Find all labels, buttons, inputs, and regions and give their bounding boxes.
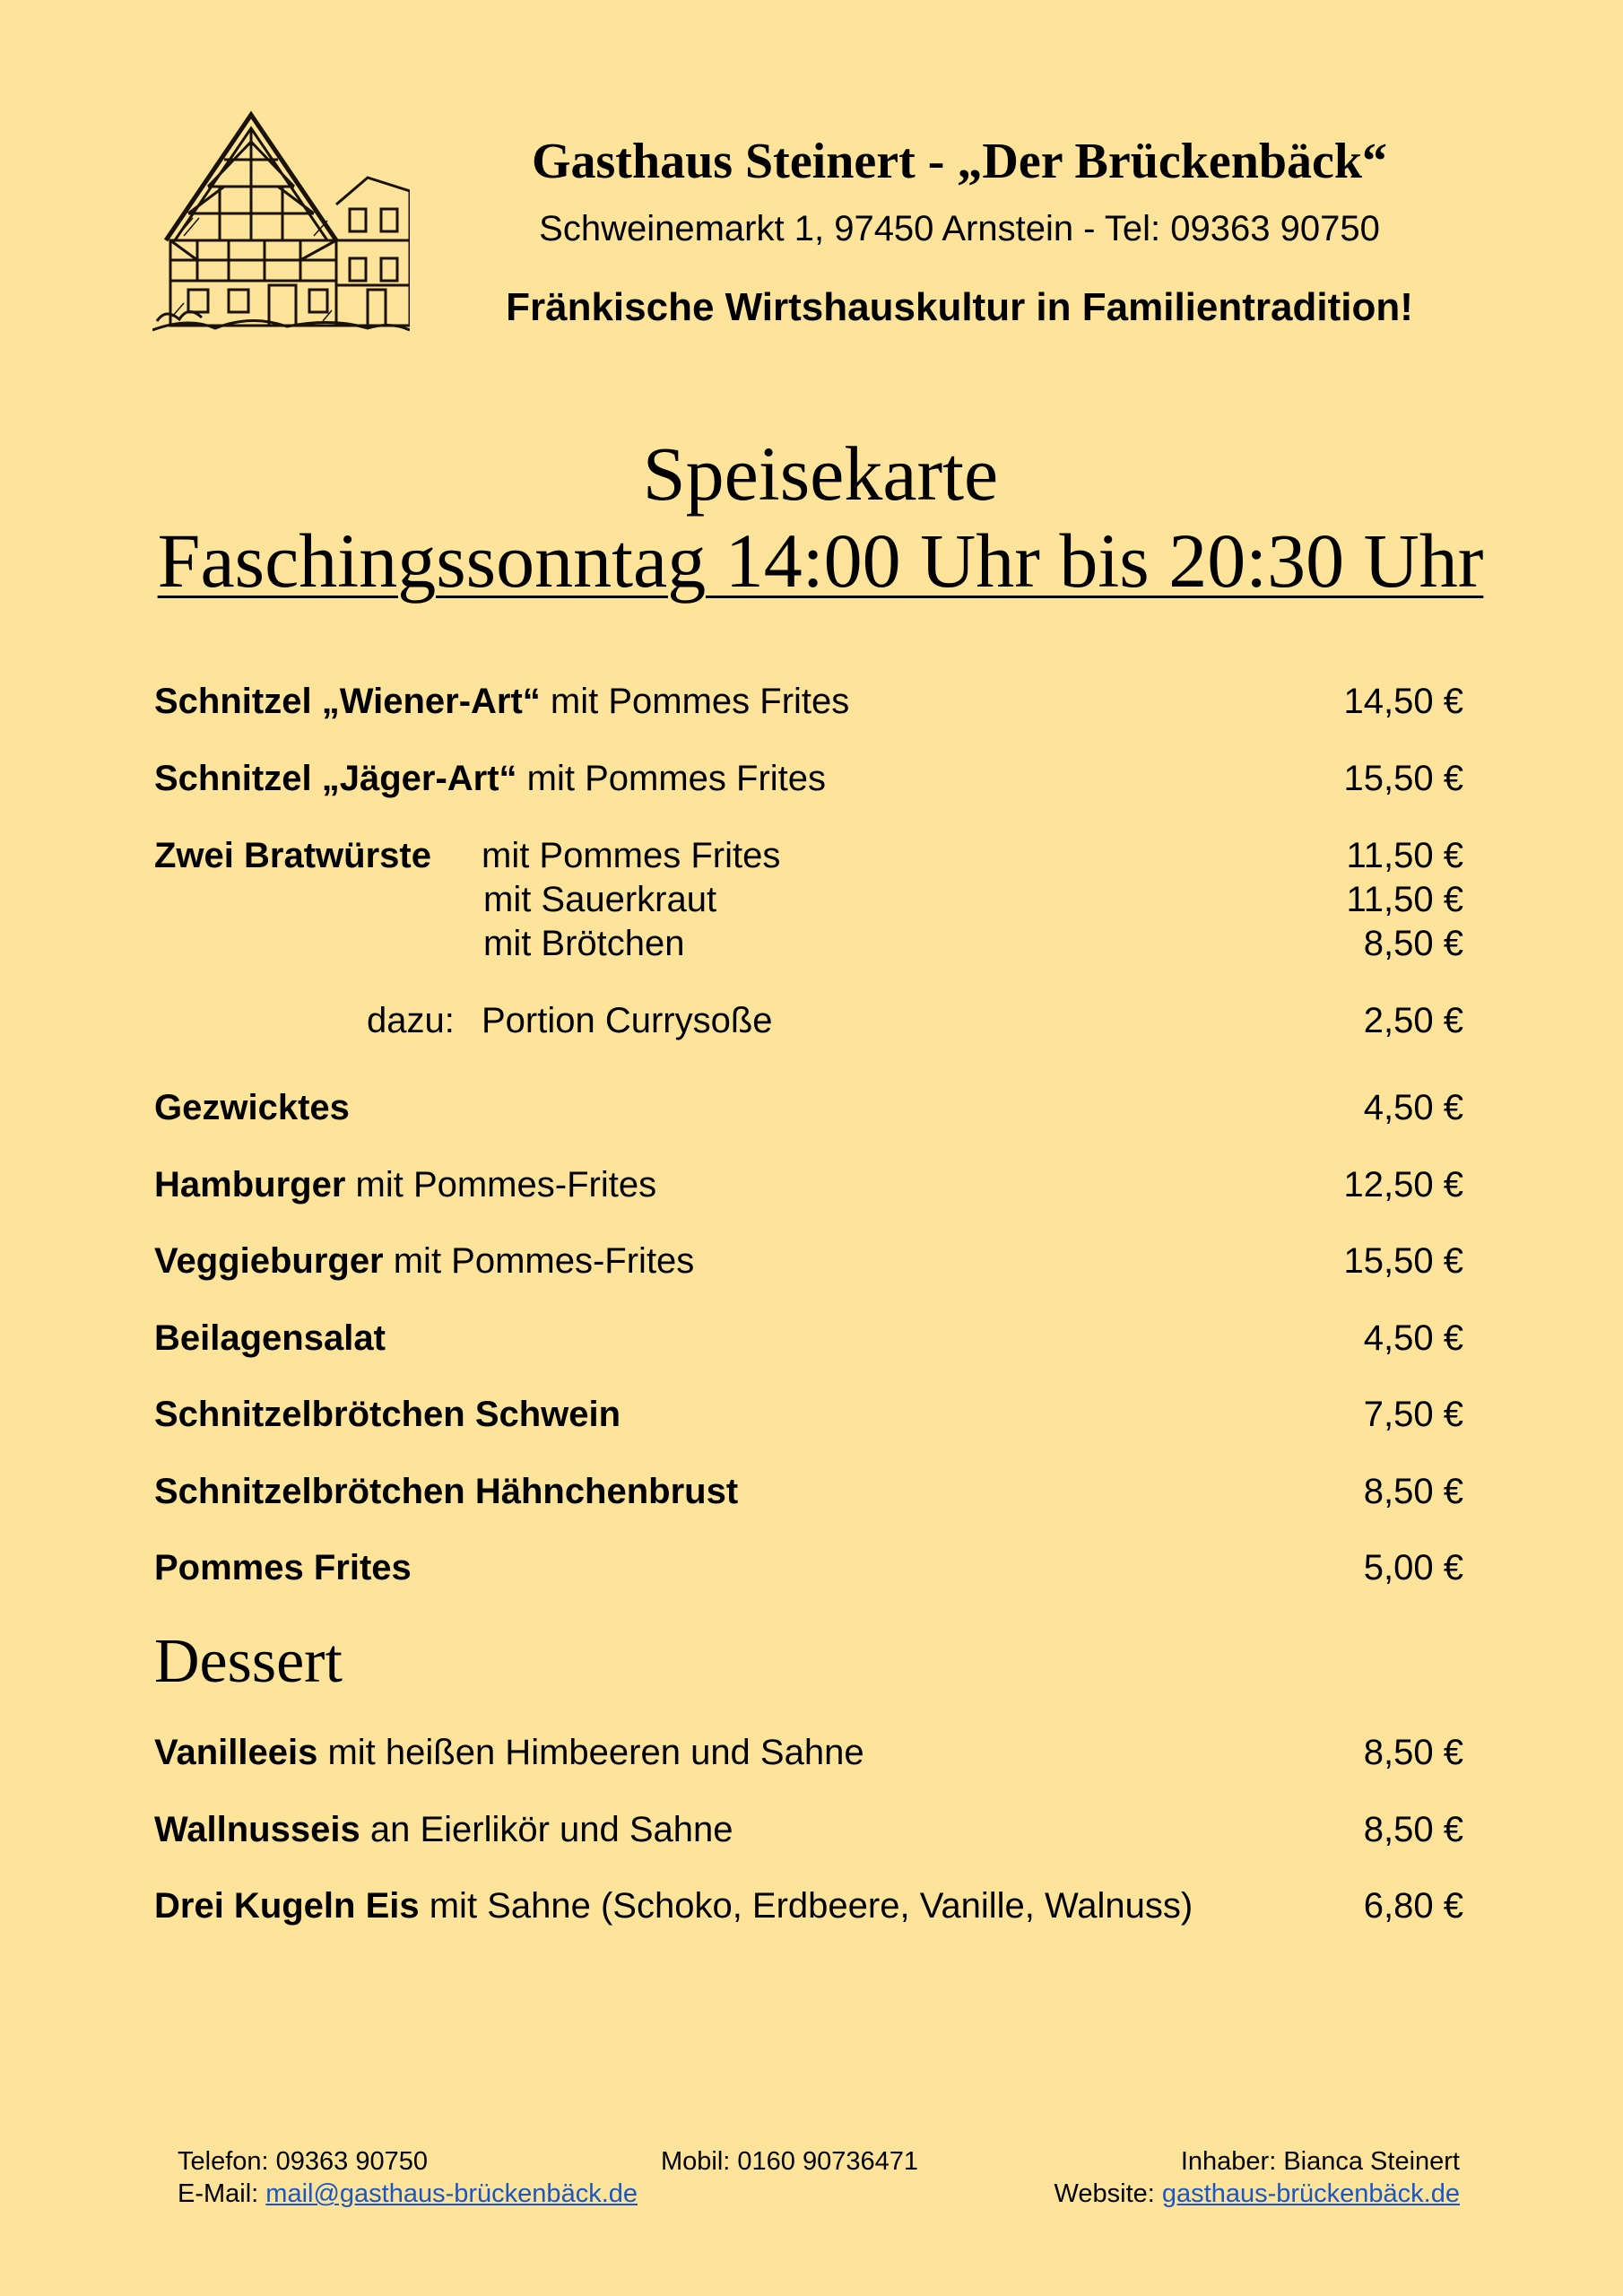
footer-email [178,2178,638,2210]
menu-item-price: 15,50 € [1343,759,1463,798]
menu-item-option: mit Pommes Frites [482,836,781,875]
restaurant-address: Schweinemarkt 1, 97450 Arnstein - Tel: 09363 90750 [539,209,1380,248]
menu-item-jaeger [154,753,1463,804]
menu-item-name: Schnitzel „Jäger-Art“ mit Pommes Frites [154,759,827,798]
dessert-item-wallnusseis [154,1805,1463,1855]
dessert-heading: Dessert [154,1627,343,1696]
footer-mobil: Mobil: 0160 90736471 [661,2147,919,2176]
menu-item-name: Zwei Bratwürste [154,836,431,875]
menu-item-schnitzelbroetchen-haehnchen [154,1466,1463,1517]
menu-item-price: 11,50 € [1346,836,1463,875]
menu-subtitle-text: Faschingssonntag 14:00 Uhr bis 20:30 Uhr [157,517,1484,604]
menu-item-name: Portion Currysoße [482,1001,773,1040]
menu-item-name: Vanilleeis mit heißen Himbeeren und Sahne [154,1733,864,1772]
menu-item-beilagensalat [154,1313,1463,1363]
menu-item-name: Hamburger mit Pommes-Frites [154,1165,657,1205]
menu-item-bratwurst-sauerkraut [154,874,1463,925]
dessert-item-drei-kugeln [154,1881,1463,1931]
menu-item-name: Schnitzel „Wiener-Art“ mit Pommes Frites [154,682,850,721]
footer-telefon: Telefon: 09363 90750 [178,2147,428,2176]
menu-item-bratwurst-broetchen [154,918,1463,969]
menu-item-hamburger [154,1160,1463,1210]
menu-item-price: 5,00 € [1363,1548,1463,1587]
menu-item-name: Schnitzelbrötchen Hähnchenbrust [154,1472,739,1511]
menu-item-price: 7,50 € [1363,1395,1463,1434]
menu-item-name: Pommes Frites [154,1548,412,1587]
house-logo-icon [152,106,410,339]
menu-item-price: 6,80 € [1363,1886,1463,1926]
menu-item-price: 8,50 € [1363,924,1463,963]
menu-item-price: 8,50 € [1363,1733,1463,1772]
menu-item-price: 12,50 € [1343,1165,1463,1205]
email-link[interactable]: mail@gasthaus-brückenbäck.de [265,2179,638,2208]
menu-item-name: Schnitzelbrötchen Schwein [154,1395,621,1434]
footer-email-label: E-Mail: [178,2179,266,2208]
menu-item-pommes-frites [154,1543,1463,1593]
menu-item-price: 14,50 € [1343,682,1463,721]
menu-title: Speisekarte [642,430,999,517]
website-link[interactable]: gasthaus-brückenbäck.de [1161,2179,1460,2208]
menu-subtitle [0,516,1623,605]
menu-item-veggieburger [154,1236,1463,1286]
footer-website [1055,2178,1460,2210]
menu-item-prefix: dazu: [367,1001,455,1040]
menu-item-price: 4,50 € [1363,1318,1463,1358]
menu-item-price: 4,50 € [1363,1088,1463,1127]
restaurant-slogan: Fränkische Wirtshauskultur in Familientradition! [506,285,1413,329]
footer-inhaber: Inhaber: Bianca Steinert [1180,2147,1460,2176]
menu-item-option: mit Sauerkraut [483,880,717,919]
restaurant-name: Gasthaus Steinert - „Der Brückenbäck“ [531,134,1388,189]
menu-item-wiener [154,676,1463,726]
menu-item-name: Veggieburger mit Pommes-Frites [154,1241,695,1281]
menu-item-price: 8,50 € [1363,1810,1463,1849]
menu-item-name: Gezwicktes [154,1088,350,1127]
menu-item-bratwurst-pommes [154,831,1463,881]
menu-item-option: mit Brötchen [483,924,685,963]
menu-item-price: 2,50 € [1363,1001,1463,1040]
menu-item-gezwicktes [154,1083,1463,1133]
menu-item-price: 11,50 € [1346,880,1463,919]
menu-item-currysosse [154,996,1463,1046]
dessert-item-vanilleeis [154,1727,1463,1778]
menu-item-name: Beilagensalat [154,1318,386,1358]
menu-item-name: Wallnusseis an Eierlikör und Sahne [154,1810,733,1849]
menu-item-name: Drei Kugeln Eis mit Sahne (Schoko, Erdbeere, Vanille, Walnuss) [154,1886,1193,1926]
menu-item-price: 8,50 € [1363,1472,1463,1511]
footer-website-label: Website: [1054,2179,1162,2208]
menu-item-schnitzelbroetchen-schwein [154,1389,1463,1439]
menu-item-price: 15,50 € [1343,1241,1463,1281]
